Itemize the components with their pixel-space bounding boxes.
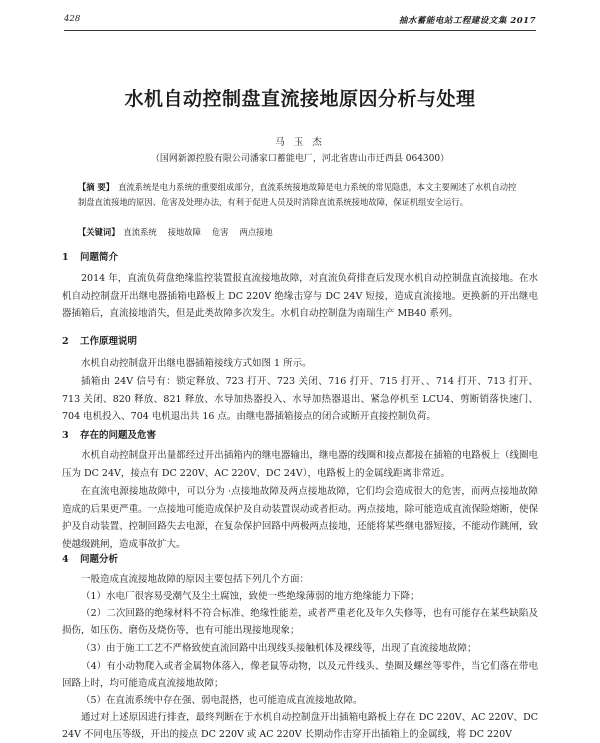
keyword: 直流系统 xyxy=(123,227,157,237)
section-heading xyxy=(62,249,118,263)
paragraph: 一般造成直流接地故障的原因主要包括下列几个方面： xyxy=(81,574,310,585)
keywords-label: 【关键词】 xyxy=(78,227,120,237)
section-heading xyxy=(62,427,156,441)
section-number: 4 xyxy=(62,554,69,565)
abstract-label: 【摘 要】 xyxy=(78,182,115,192)
list-item: （5）在直流系统中存在强、弱电混搭，也可能造成直流接地故障。 xyxy=(81,695,363,706)
keyword: 两点接地 xyxy=(239,227,273,237)
keywords xyxy=(78,225,522,240)
paragraph: 水机自动控制盘开出量都经过开出插箱内的继电器输出，继电器的线圈和接点都接在插箱的电路板上（线圈电压为 DC 24V，接点有 DC 220V、AC 220V、DC 24V），电路板上的金属线距离非常近。 xyxy=(62,450,538,479)
section-heading xyxy=(62,333,137,347)
section-title: 工作原理说明 xyxy=(80,336,138,347)
list-item: （4）有小动物爬入或者金属物体落入，像老鼠等动物，以及元件线头、垫圈及螺丝等零件，当它们落在带电回路上时，均可能造成直流接地故障； xyxy=(62,661,538,689)
section-number: 1 xyxy=(62,252,69,263)
header-rule xyxy=(64,30,536,31)
list-item: （2）二次回路的绝缘材料不符合标准、绝缘性能差，或者严重老化及年久失修等，也有可能存在某些缺陷及损伤，如压伤、磨伤及烧伤等，也有可能出现接地现象； xyxy=(62,608,538,636)
keyword: 危害 xyxy=(211,227,229,237)
journal-name: 抽水蓄能电站工程建设文集 2017 xyxy=(398,16,536,26)
article-title: 水机自动控制盘直流接地原因分析与处理 xyxy=(124,88,476,110)
section-title: 问题分析 xyxy=(80,554,119,565)
paragraph: 通过对上述原因进行排查，最终判断在于水机自动控制盘开出插箱电路板上存在 DC 220V、AC 220V、DC 24V 不同电压等级，开出的接点 DC 220V 或 AC 220V 长期动作击穿开出插箱上的金属线，将 DC 220V xyxy=(62,712,538,740)
paragraph: 插箱由 24V 信号有：锁定释放、723 打开、723 关闭、716 打开、715 打开、、714 打开、713 打开、713 关闭、820 释放、821 释放、水导加热器投入、水导加热器退出、紧急停机至 LCU4、剪断销落快速门、704 电机投入、704 电机退出共 16 点。由继电器插箱接点的闭合或断开直接控制负荷。 xyxy=(62,376,538,422)
paragraph: 水机自动控制盘开出继电器插箱接线方式如图 1 所示。 xyxy=(81,358,312,369)
section-title: 问题简介 xyxy=(80,252,119,263)
section-heading xyxy=(62,551,118,565)
running-header xyxy=(64,14,536,30)
list-item: （3）由于施工工艺不严格致使直流回路中出现线头接触机体及裸线等，出现了直流接地故障； xyxy=(81,643,477,654)
section-number: 3 xyxy=(62,430,69,441)
keyword: 接地故障 xyxy=(167,227,201,237)
paragraph: 2014 年，直流负荷盘绝缘监控装置报直流接地故障，对直流负荷排查后发现水机自动控制盘直流接地。在水机自动控制盘开出继电器插箱电路板上 DC 220V 绝缘击穿与 DC 24V 短接，造成直流接地。更换新的开出继电器插箱后，直流接地消失，但是此类故障多次发生。水机自动控制盘为南瑞生产 MB40 系列。 xyxy=(62,273,538,319)
section-number: 2 xyxy=(62,336,69,347)
paragraph: 在直流电源接地故障中，可以分为 ·点接地故障及两点接地故障，它们均会造成很大的危害，而两点接地故障造成的后果更严重。一点接地可能造成保护及自动装置误动或者拒动。两点接地，除可能造成直流保险熔断，使保护及自动装置、控制回路失去电源，在复杂保护回路中两极两点接地，还能将某些继电器短接，不能动作跳闸，致使越级跳闸，造成事故扩大。 xyxy=(62,486,538,550)
abstract-text: 直流系统是电力系统的重要组成部分，直流系统接地故障是电力系统的常见隐患，本文主要阐述了水机自动控制盘直流接地的原因、危害及处理办法，有利于促进人员及时消除直流系统接地故障，保证机组安全运行。 xyxy=(78,182,517,207)
article-affiliation: （国网新源控股有限公司潘家口蓄能电厂，河北省唐山市迁西县 064300） xyxy=(150,154,450,164)
page-number: 428 xyxy=(64,14,81,24)
article-author: 马 玉 杰 xyxy=(275,137,325,148)
abstract xyxy=(78,180,522,210)
section-title: 存在的问题及危害 xyxy=(80,430,157,441)
list-item: （1）水电厂很容易受潮气及尘土腐蚀，致使一些绝缘薄弱的地方绝缘能力下降； xyxy=(81,591,420,602)
